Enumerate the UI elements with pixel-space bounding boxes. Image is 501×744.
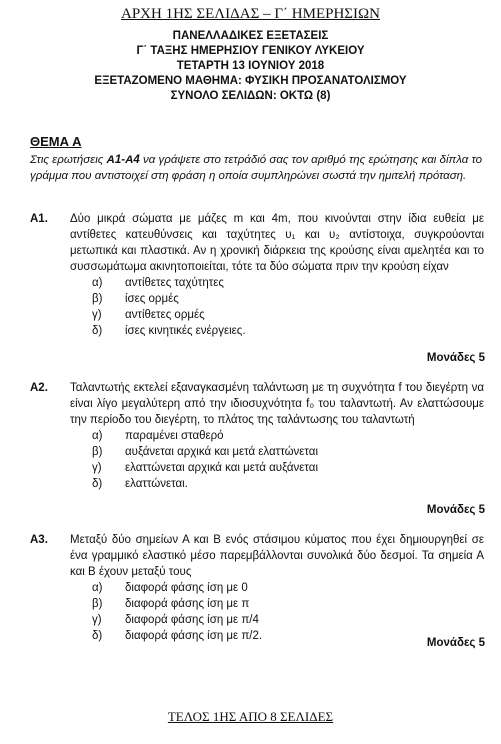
option-c: γ) αντίθετες ορμές bbox=[92, 309, 205, 321]
page-top-header: ΑΡΧΗ 1ΗΣ ΣΕΛΙΔΑΣ – Γ΄ ΗΜΕΡΗΣΙΩΝ bbox=[120, 6, 380, 22]
question-text: Μεταξύ δύο σημείων Α και Β ενός στάσιμου κύματος που έχει δημιουργηθεί σε ένα γραμμικό ελαστικό μέσο παρεμβάλλονται συνολικά δύο δεσμοί. Τα σημεία Α και Β έχουν μεταξύ τους bbox=[70, 534, 484, 578]
option-a: α) διαφορά φάσης ίση με 0 bbox=[92, 582, 248, 594]
option-b: β) διαφορά φάσης ίση με π bbox=[92, 598, 250, 610]
options-list bbox=[92, 428, 484, 492]
options-list bbox=[92, 580, 484, 644]
question-number: Α2. bbox=[30, 382, 48, 394]
marks-a3: Μονάδες 5 bbox=[426, 637, 485, 649]
option-a: α) αντίθετες ταχύτητες bbox=[92, 277, 224, 289]
question-a1 bbox=[30, 211, 484, 339]
marks-a1: Μονάδες 5 bbox=[426, 352, 485, 364]
option-c: γ) διαφορά φάσης ίση με π/4 bbox=[92, 614, 259, 626]
question-number: Α3. bbox=[30, 534, 48, 546]
option-b: β) ίσες ορμές bbox=[92, 293, 179, 305]
option-d: δ) ίσες κινητικές ενέργειες. bbox=[92, 325, 246, 337]
option-a: α) παραμένει σταθερό bbox=[92, 430, 224, 442]
header-line-4: ΕΞΕΤΑΖΟΜΕΝΟ ΜΑΘΗΜΑ: ΦΥΣΙΚΗ ΠΡΟΣΑΝΑΤΟΛΙΣΜΟΥ bbox=[94, 75, 407, 87]
option-d: δ) ελαττώνεται. bbox=[92, 478, 188, 490]
options-list bbox=[92, 275, 484, 339]
option-b: β) αυξάνεται αρχικά και μετά ελαττώνεται bbox=[92, 446, 319, 458]
instructions: Στις ερωτήσεις Α1-Α4 να γράψετε στο τετράδιό σας τον αριθμό της ερώτησης και δίπλα το γράμμα που αντιστοιχεί στη φράση η οποία συμπληρώνει σωστά την ημιτελή πρόταση. bbox=[30, 154, 482, 182]
section-title: ΘΕΜΑ Α bbox=[30, 134, 82, 149]
question-a2 bbox=[30, 380, 484, 492]
question-number: Α1. bbox=[30, 213, 48, 225]
header-line-2: Γ΄ ΤΑΞΗΣ ΗΜΕΡΗΣΙΟΥ ΓΕΝΙΚΟΥ ΛΥΚΕΙΟΥ bbox=[136, 45, 365, 57]
option-d: δ) διαφορά φάσης ίση με π/2. bbox=[92, 630, 263, 642]
header-line-1: ΠΑΝΕΛΛΑΔΙΚΕΣ ΕΞΕΤΑΣΕΙΣ bbox=[172, 30, 329, 42]
header-line-5: ΣΥΝΟΛΟ ΣΕΛΙΔΩΝ: ΟΚΤΩ (8) bbox=[170, 90, 331, 102]
page-footer: ΤΕΛΟΣ 1ΗΣ ΑΠΟ 8 ΣΕΛΙΔΕΣ bbox=[167, 709, 334, 724]
option-c: γ) ελαττώνεται αρχικά και μετά αυξάνεται bbox=[92, 462, 319, 474]
header-line-3: ΤΕΤΑΡΤΗ 13 ΙΟΥΝΙΟΥ 2018 bbox=[176, 60, 325, 72]
question-text: Ταλαντωτής εκτελεί εξαναγκασμένη ταλάντωση με τη συχνότητα f του διεγέρτη να είναι λίγο μεγαλύτερη από την ιδιοσυχνότητα f₀ του ταλαντωτή. Αν ελαττώσουμε την περίοδο του διεγέρτη, το πλάτος της ταλάντωσης του ταλαντωτή bbox=[70, 382, 484, 426]
marks-a2: Μονάδες 5 bbox=[426, 504, 485, 516]
question-a3 bbox=[30, 532, 484, 644]
question-text: Δύο μικρά σώματα με μάζες m και 4m, που κινούνται στην ίδια ευθεία με αντίθετες κατευθύνσεις και ταχύτητες υ₁ και υ₂ αντίστοιχα, συγκρούονται μετωπικά και πλαστικά. Αν η χρονική διάρκεια της κρούσης είναι αμελητέα και το συσσωμάτωμα ακινητοποιείται, τότε τα δύο σώματα πριν την κρούση είχαν bbox=[70, 213, 484, 273]
